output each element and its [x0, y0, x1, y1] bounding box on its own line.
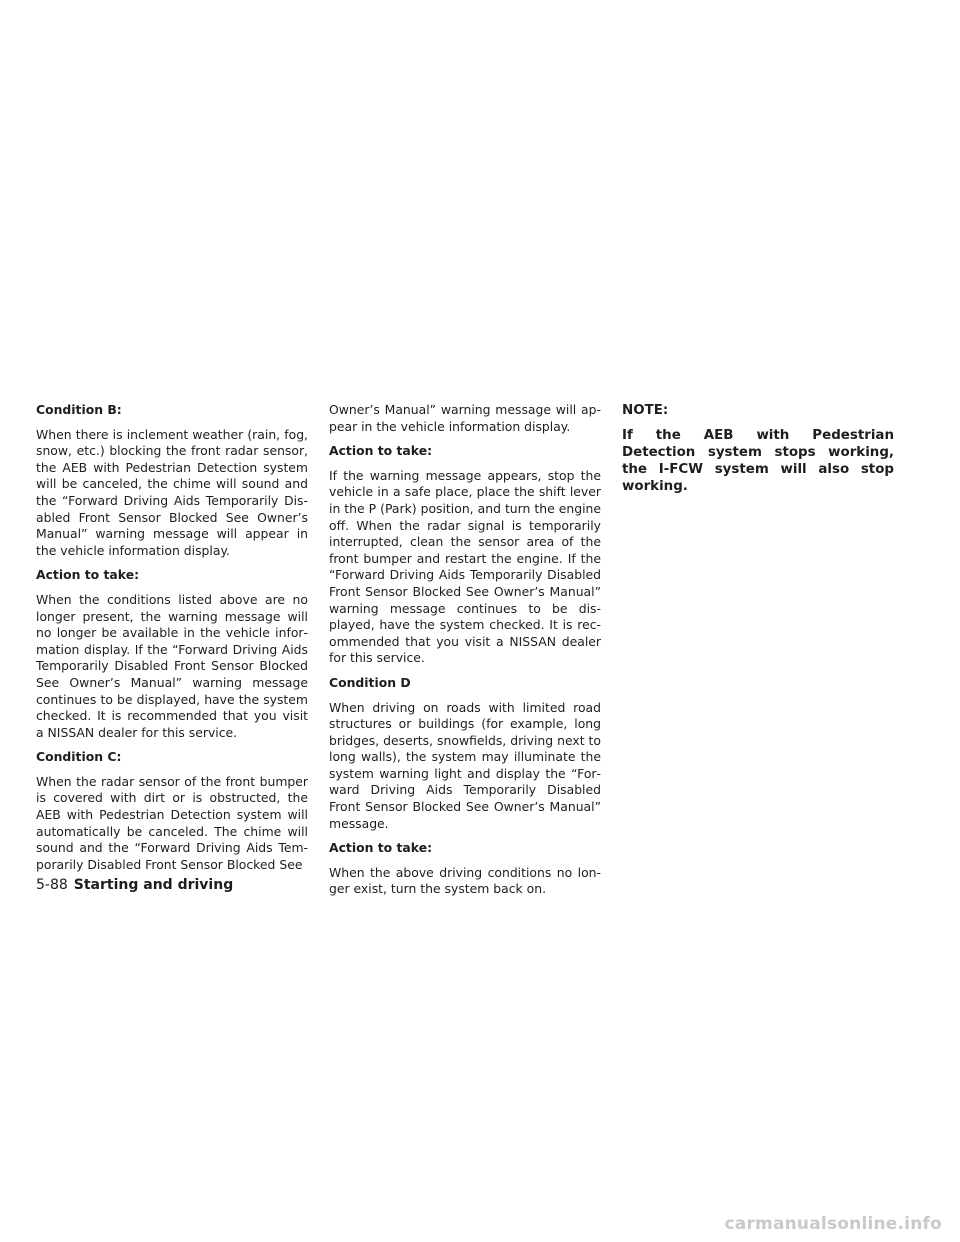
- action-heading: Action to take:: [329, 840, 433, 856]
- condition-d-heading: Condition D: [329, 674, 411, 690]
- condition-b-paragraph: When there is inclement weather (rain, fog, snow, etc.) blocking the front radar sensor, the AEB with Pedestrian Detection system will be canceled, the chime will sound and the “Forward Driving Aids Temporarily Disabled Front Sensor Blocked See Owner’s Manual” warning message will appear in the vehicle information display.: [36, 426, 308, 558]
- watermark: carmanualsonline.info: [724, 1214, 942, 1234]
- action-heading: Action to take:: [36, 567, 140, 583]
- action-paragraph: If the warning message appears, stop the vehicle in a safe place, place the shift lever in the P (Park) position, and turn the engine off. When the radar signal is temporarily interrupted, clean the sensor area of the front bumper and restart the engine. If the “Forward Driving Aids Temporarily Disabled Front Sensor Blocked See Owner’s Manual” warning message continues to be displayed, have the system checked. It is recommended that you visit a NISSAN dealer for this service.: [329, 467, 601, 666]
- note-paragraph: If the AEB with Pedestrian Detection system stops working, the I-FCW system will also stop working.: [622, 428, 894, 494]
- condition-c-paragraph-continued: Owner’s Manual” warning message will appear in the vehicle information display.: [329, 402, 601, 434]
- condition-c-heading: Condition C:: [36, 749, 122, 765]
- condition-b-heading: Condition B:: [36, 402, 122, 417]
- section-title: Starting and driving: [73, 877, 234, 893]
- condition-d-paragraph: When driving on roads with limited road structures or buildings (for example, long bridges, deserts, snowfields, driving next to long walls), the system may illuminate the system warning light and display the “Forward Driving Aids Temporarily Disabled Front Sensor Blocked See Owner’s Manual” message.: [329, 699, 601, 831]
- action-paragraph: When the above driving conditions no longer exist, turn the system back on.: [329, 864, 601, 897]
- action-heading: Action to take:: [329, 443, 433, 459]
- text-column-right: [622, 402, 894, 503]
- action-paragraph: When the conditions listed above are no longer present, the warning message will no longer be available in the vehicle information display. If the “Forward Driving Aids Temporarily Disabled Front Sensor Blocked See Owner’s Manual” warning message continues to be displayed, have the system checked. It is recommended that you visit a NISSAN dealer for this service.: [36, 591, 308, 740]
- page-footer: [36, 875, 233, 895]
- text-column-left: [36, 402, 308, 881]
- condition-c-paragraph: When the radar sensor of the front bumper is covered with dirt or is obstructed, the AEB with Pedestrian Detection system will automatically be canceled. The chime will sound and the “Forward Driving Aids Temporarily Disabled Front Sensor Blocked See: [36, 773, 308, 872]
- page-number: 5-88: [36, 877, 68, 893]
- note-heading: NOTE:: [622, 403, 669, 418]
- text-column-middle: [329, 402, 601, 906]
